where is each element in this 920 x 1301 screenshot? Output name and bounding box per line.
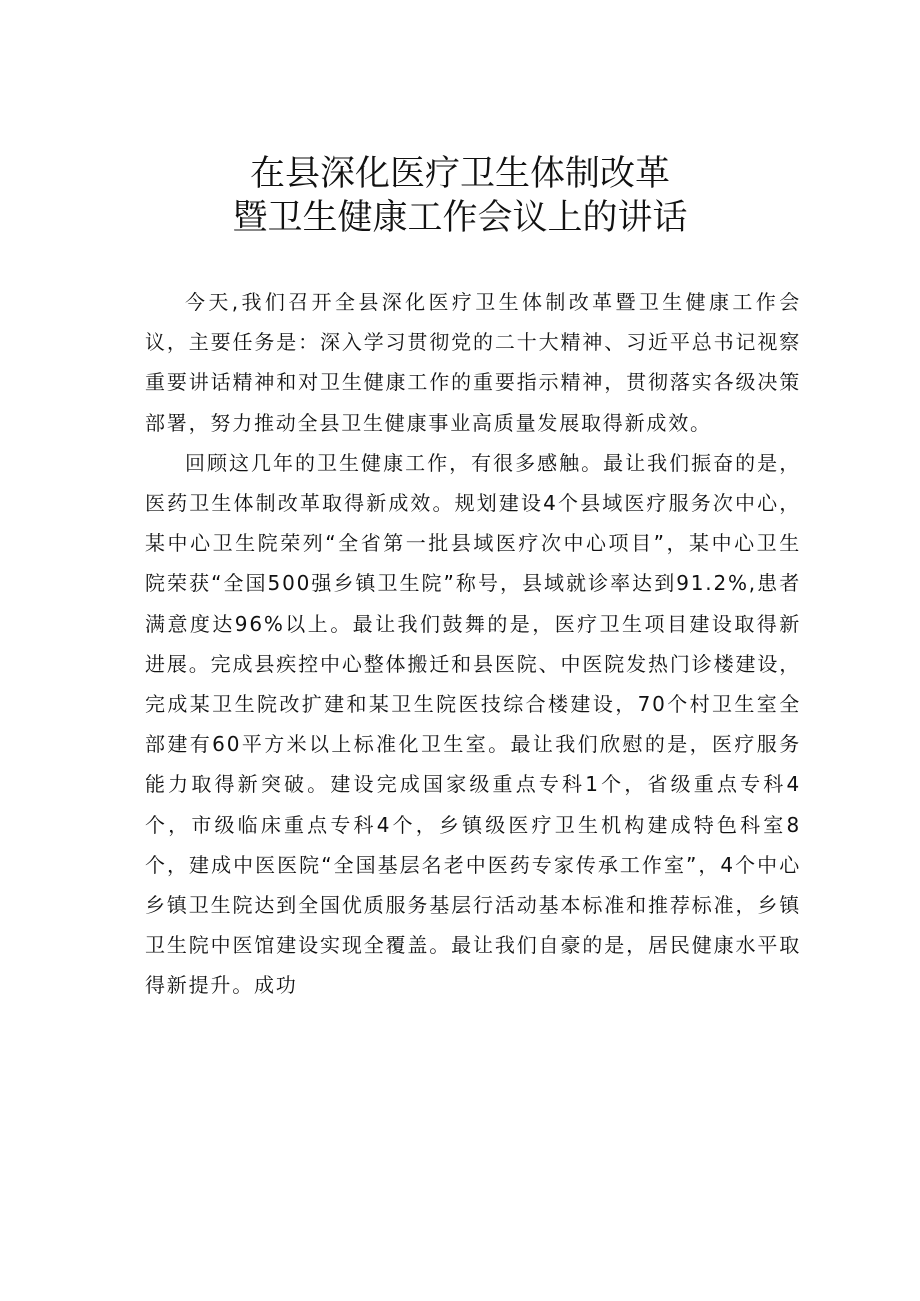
document-body — [145, 282, 801, 1006]
title-line-1: 在县深化医疗卫生体制改革 — [249, 154, 670, 194]
document-title — [0, 152, 920, 240]
title-line-2: 暨卫生健康工作会议上的讲话 — [232, 198, 688, 238]
paragraph-2: 回顾这几年的卫生健康工作，有很多感触。最让我们振奋的是，医药卫生体制改革取得新成效。规划建设4个县域医疗服务次中心，某中心卫生院荣列“全省第一批县域医疗次中心项目”，某中心卫生院荣获“全国500强乡镇卫生院”称号，县域就诊率达到91.2%,患者满意度达96%以上。最让我们鼓舞的是，医疗卫生项目建设取得新进展。完成县疾控中心整体搬迁和县医院、中医院发热门诊楼建设，完成某卫生院改扩建和某卫生院医技综合楼建设，70个村卫生室全部建有60平方米以上标准化卫生室。最让我们欣慰的是，医疗服务能力取得新突破。建设完成国家级重点专科1个，省级重点专科4个，市级临床重点专科4个，乡镇级医疗卫生机构建成特色科室8个，建成中医医院“全国基层名老中医药专家传承工作室”，4个中心乡镇卫生院达到全国优质服务基层行活动基本标准和推荐标准，乡镇卫生院中医馆建设实现全覆盖。最让我们自豪的是，居民健康水平取得新提升。成功 — [145, 450, 801, 998]
paragraph-1: 今天,我们召开全县深化医疗卫生体制改革暨卫生健康工作会议，主要任务是：深入学习贯彻党的二十大精神、习近平总书记视察重要讲话精神和对卫生健康工作的重要指示精神，贯彻落实各级决策部署，努力推动全县卫生健康事业高质量发展取得新成效。 — [145, 290, 801, 435]
